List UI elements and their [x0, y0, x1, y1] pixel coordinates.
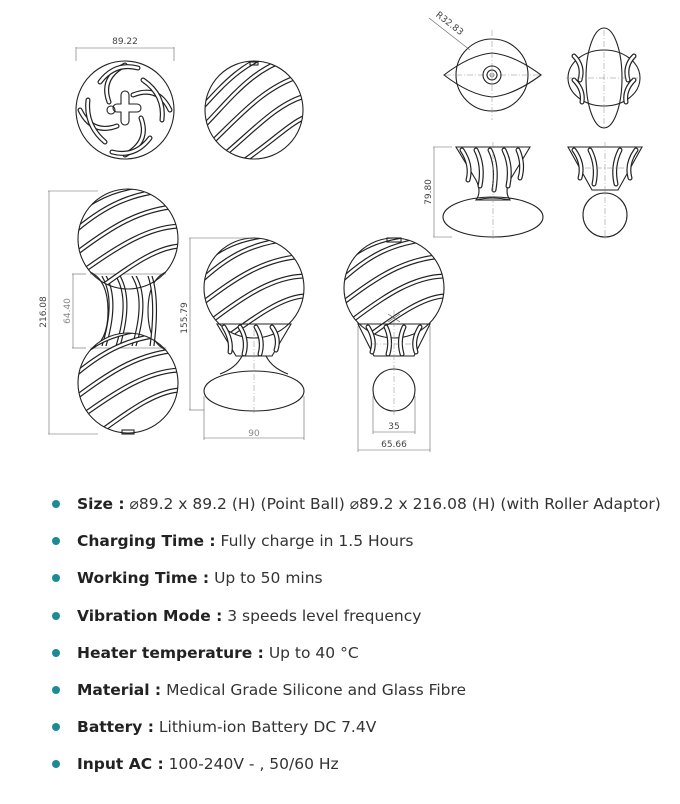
spec-material [0, 679, 680, 716]
spec-label: Working Time : [77, 569, 210, 588]
dim-waist-length: 64.40 [63, 298, 73, 324]
spec-charging-time [0, 530, 680, 567]
adaptor-front-elevation [424, 142, 543, 240]
bullet-dot [52, 574, 60, 582]
dim-stand-base-width: 90 [248, 429, 260, 439]
ball-side-view [198, 48, 308, 166]
bullet-dot [52, 500, 60, 508]
spec-label: Vibration Mode : [77, 606, 223, 625]
spec-size [0, 493, 680, 530]
spec-working-time [0, 567, 680, 604]
spec-heater-temperature [0, 642, 680, 679]
ball-on-stand-view [180, 234, 306, 440]
spec-value: Fully charge in 1.5 Hours [215, 532, 414, 551]
dim-side-outer-width: 65.66 [381, 440, 407, 450]
roller-front-view [39, 184, 182, 434]
adaptor-top-view [429, 10, 541, 120]
ball-front-view [76, 37, 174, 159]
spec-input-ac [0, 753, 680, 790]
dim-adaptor-height: 79.80 [424, 179, 434, 205]
spec-list [0, 493, 680, 791]
ball-side-on-adaptor-view [342, 234, 446, 452]
spec-value: ⌀89.2 x 89.2 (H) (Point Ball) ⌀89.2 x 216.08 (H) (with Roller Adaptor) [124, 495, 661, 513]
spec-label: Size : [77, 495, 125, 513]
spec-value: Medical Grade Silicone and Glass Fibre [161, 680, 467, 699]
spec-value: Lithium-ion Battery DC 7.4V [153, 718, 377, 737]
dim-side-inner-width: 35 [388, 422, 400, 432]
spec-label: Input AC : [77, 755, 164, 774]
spec-value: 3 speeds level frequency [222, 606, 422, 625]
bullet-dot [52, 537, 60, 545]
spec-label: Charging Time : [77, 532, 216, 551]
bullet-dot [52, 649, 60, 657]
bullet-dot [52, 760, 60, 768]
adaptor-side-elevation [568, 142, 642, 240]
spec-value: Up to 40 °C [263, 643, 359, 662]
bullet-dot [52, 612, 60, 620]
bullet-dot [52, 686, 60, 694]
spec-label: Heater temperature : [77, 643, 264, 662]
dim-radius: R32.83 [433, 10, 465, 38]
spec-value: Up to 50 mins [209, 569, 323, 588]
spec-battery [0, 716, 680, 753]
spec-label: Battery : [77, 718, 154, 737]
dim-roller-height: 216.08 [39, 296, 49, 328]
spec-vibration-mode [0, 605, 680, 642]
adaptor-side-view-top [566, 28, 642, 128]
dim-stand-height: 155.79 [180, 302, 190, 334]
bullet-dot [52, 723, 60, 731]
dim-ball-width: 89.22 [112, 37, 138, 47]
spec-label: Material : [77, 680, 162, 699]
spec-value: 100-240V - , 50/60 Hz [163, 755, 339, 774]
